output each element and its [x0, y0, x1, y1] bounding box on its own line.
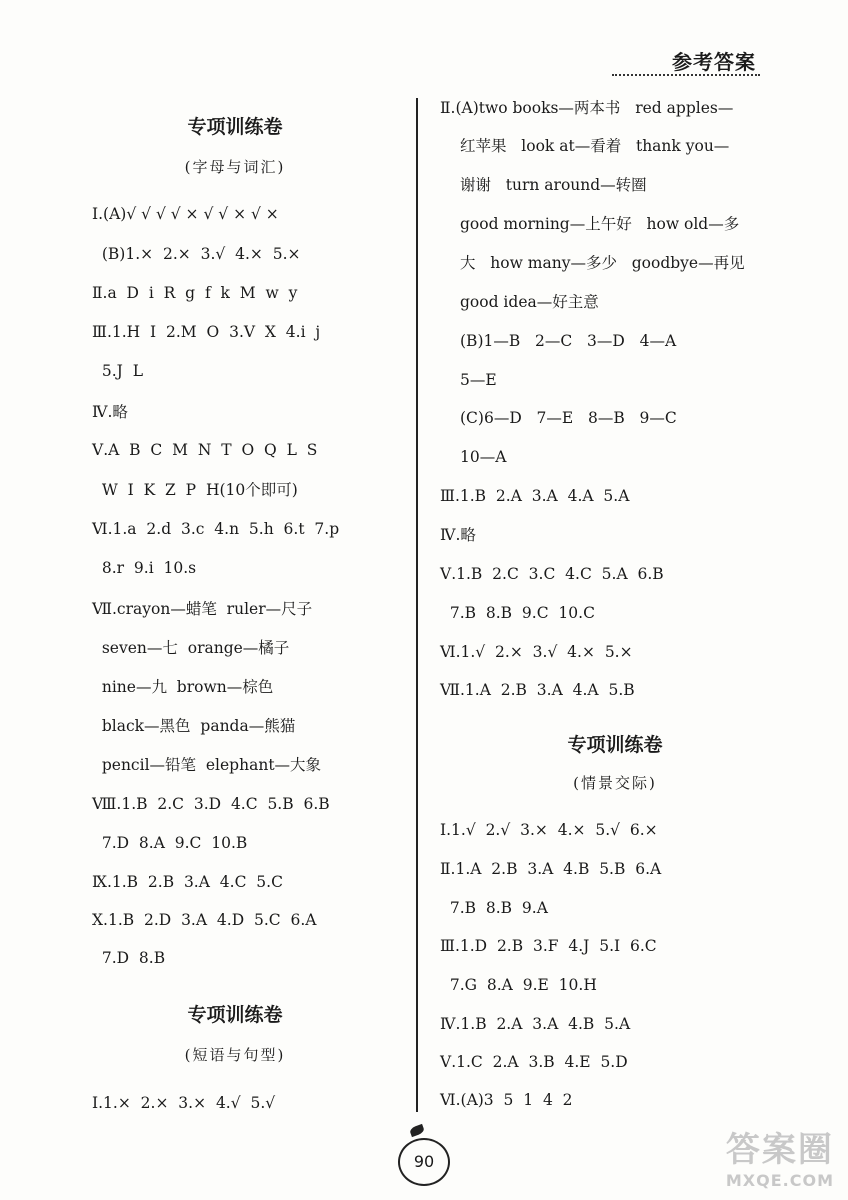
answer-line: Ⅶ.crayon—蜡笔 ruler—尺子 — [92, 600, 313, 618]
section-title-letters-vocab: 专项训练卷 — [187, 116, 283, 138]
answer-line: Ⅶ.1.A 2.B 3.A 4.A 5.B — [440, 681, 635, 699]
answer-line: Ⅱ.a D i R g f k M w y — [92, 284, 298, 302]
answer-line: pencil—铅笔 elephant—大象 — [92, 756, 322, 774]
answer-line: Ⅲ.1.H I 2.M O 3.V X 4.i j — [92, 323, 321, 341]
answer-line: seven—七 orange—橘子 — [92, 639, 290, 657]
answer-line: (B)1—B 2—C 3—D 4—A — [460, 332, 677, 350]
answer-line: (B)1.× 2.× 3.√ 4.× 5.× — [92, 245, 301, 263]
section-title-situational: 专项训练卷 — [567, 734, 663, 756]
answer-line: Ⅳ.略 — [92, 403, 128, 421]
answer-line: Ⅵ.1.√ 2.× 3.√ 4.× 5.× — [440, 643, 633, 661]
answer-line: Ⅰ.1.× 2.× 3.× 4.√ 5.√ — [92, 1094, 276, 1112]
section-subtitle-letters-vocab: (字母与词汇) — [184, 158, 286, 176]
section-title-phrases-sentences: 专项训练卷 — [187, 1004, 283, 1026]
section-subtitle-situational: (情景交际) — [573, 774, 657, 792]
answer-line: 10—A — [460, 448, 507, 466]
answer-line: 5—E — [460, 371, 497, 389]
answer-line: Ⅸ.1.B 2.B 3.A 4.C 5.C — [92, 873, 283, 891]
answer-line: Ⅲ.1.D 2.B 3.F 4.J 5.I 6.C — [440, 937, 657, 955]
watermark-main: 答案圈 — [725, 1130, 834, 1170]
leaf-icon — [409, 1124, 425, 1137]
answer-line: 8.r 9.i 10.s — [92, 559, 197, 577]
answer-line: Ⅷ.1.B 2.C 3.D 4.C 5.B 6.B — [92, 795, 330, 813]
answer-line: Ⅰ.1.√ 2.√ 3.× 4.× 5.√ 6.× — [440, 821, 658, 839]
answer-line: 7.B 8.B 9.C 10.C — [440, 604, 595, 622]
answer-line: Ⅵ.(A)3 5 1 4 2 — [440, 1091, 573, 1109]
answer-line: Ⅹ.1.B 2.D 3.A 4.D 5.C 6.A — [92, 911, 317, 929]
watermark-sub: MXQE.COM — [725, 1171, 834, 1190]
answer-line: Ⅴ.1.B 2.C 3.C 4.C 5.A 6.B — [440, 565, 664, 583]
section-subtitle-phrases-sentences: (短语与句型) — [184, 1046, 286, 1064]
answer-line: 7.D 8.B — [92, 949, 166, 967]
answer-line: W I K Z P H(10个即可) — [92, 481, 298, 499]
answer-line: Ⅲ.1.B 2.A 3.A 4.A 5.A — [440, 487, 630, 505]
answer-line: Ⅱ.(A)two books—两本书 red apples— — [440, 99, 734, 117]
watermark — [726, 1122, 834, 1190]
answer-line: good morning—上午好 how old—多 — [460, 215, 740, 233]
answer-line: Ⅳ.略 — [440, 526, 476, 544]
answer-line: Ⅳ.1.B 2.A 3.A 4.B 5.A — [440, 1015, 631, 1033]
answer-line: 红苹果 look at—看着 thank you— — [460, 137, 730, 155]
answer-line: Ⅱ.1.A 2.B 3.A 4.B 5.B 6.A — [440, 860, 662, 878]
header-dotted-rule — [612, 74, 760, 76]
answer-line: (C)6—D 7—E 8—B 9—C — [460, 409, 677, 427]
answer-line: nine—九 brown—棕色 — [92, 678, 274, 696]
answer-line: 7.G 8.A 9.E 10.H — [440, 976, 597, 994]
answer-line: good idea—好主意 — [460, 293, 599, 311]
page-header-title: 参考答案 — [672, 50, 756, 74]
answer-line: 7.D 8.A 9.C 10.B — [92, 834, 248, 852]
answer-line: 谢谢 turn around—转圈 — [460, 176, 647, 194]
answer-line: 7.B 8.B 9.A — [440, 899, 548, 917]
answer-line: Ⅴ.1.C 2.A 3.B 4.E 5.D — [440, 1053, 628, 1071]
answer-line: 5.J L — [92, 362, 144, 380]
column-divider — [416, 98, 418, 1112]
page-number: 90 — [398, 1138, 450, 1186]
answer-line: Ⅵ.1.a 2.d 3.c 4.n 5.h 6.t 7.p — [92, 520, 340, 538]
answer-line: 大 how many—多少 goodbye—再见 — [460, 254, 745, 272]
answer-line: black—黑色 panda—熊猫 — [92, 717, 296, 735]
answer-line: Ⅰ.(A)√ √ √ √ × √ √ × √ × — [92, 205, 279, 223]
answer-line: Ⅴ.A B C M N T O Q L S — [92, 441, 318, 459]
